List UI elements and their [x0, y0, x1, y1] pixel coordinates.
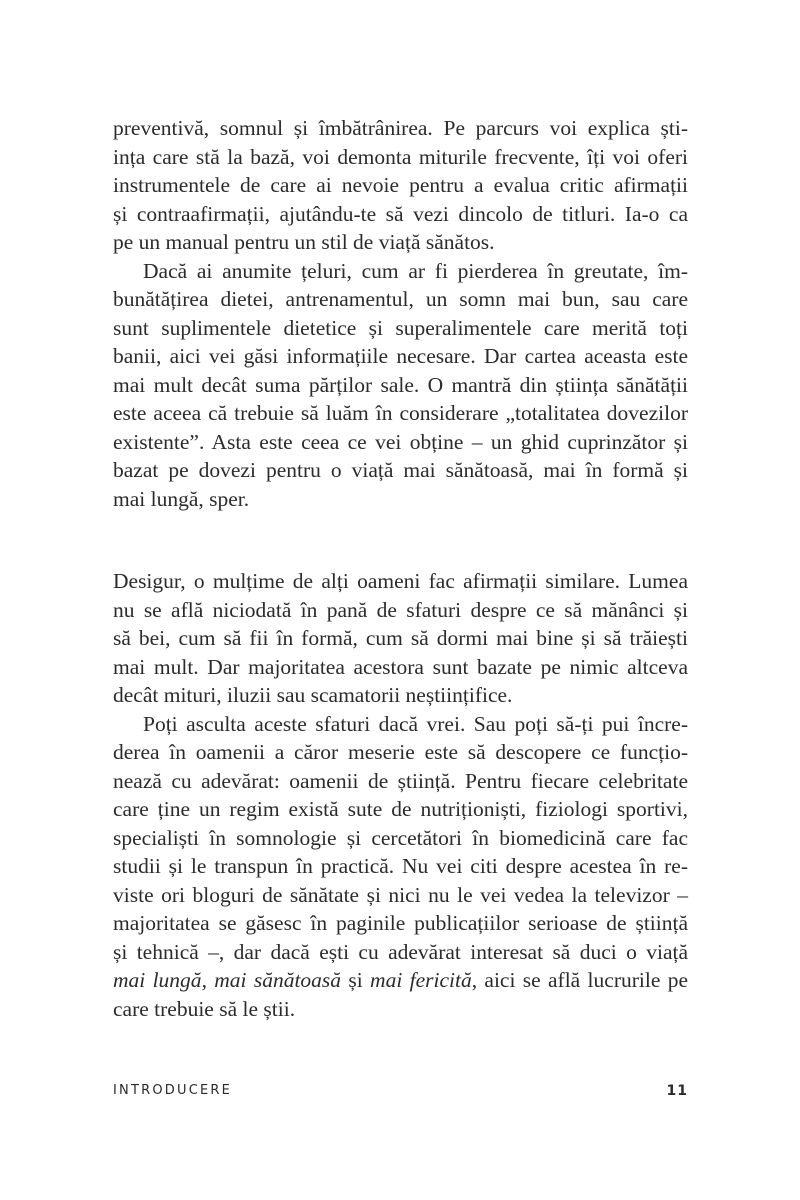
text-line: viste ori bloguri de sănătate și nici nu le vei vedea la televizor –: [113, 882, 688, 907]
text-line: derea în oamenii a căror meserie este să descopere ce funcțio-: [113, 740, 688, 764]
text-line: pe un manual pentru un stil de viață sănătos.: [113, 230, 495, 254]
text-line: mai mult decât suma părților sale. O mantră din știința sănătății: [113, 372, 688, 397]
text-line: ința care stă la bază, voi demonta miturile frecvente, îți voi oferi: [113, 144, 688, 169]
paragraph: [113, 257, 688, 514]
text-section-1: [113, 114, 688, 513]
text-line: și tehnică –, dar dacă ești cu adevărat interesat să duci o viață: [113, 939, 688, 964]
text-line: care ține un regim există sute de nutriționiști, fiziologi sportivi,: [113, 797, 688, 821]
paragraph: [113, 114, 688, 257]
text-line: majoritatea se găsesc în paginile publicațiilor serioase de știință: [113, 911, 688, 935]
running-footer-section-title: INTRODUCERE: [113, 1083, 233, 1098]
page-number: 11: [666, 1083, 688, 1099]
italic-phrase: mai fericită: [370, 968, 472, 992]
text-line: existente”. Asta este ceea ce vei obține – un ghid cuprinzător și: [113, 429, 688, 454]
text-line: care trebuie să le știi.: [113, 996, 296, 1021]
text-line: banii, aici vei găsi informațiile necesare. Dar cartea aceasta este: [113, 344, 688, 368]
text-line: nu se află niciodată în pană de sfaturi despre ce să mănânci și: [113, 597, 688, 622]
text-line: nează cu adevărat: oamenii de știință. Pentru fiecare celebritate: [113, 768, 688, 793]
italic-phrase: mai sănătoasă: [214, 968, 342, 992]
text-line: Dacă ai anumite țeluri, cum ar fi pierderea în greutate, îm-: [143, 258, 688, 283]
text-line: să bei, cum să fii în formă, cum să dormi mai bine și să trăiești: [113, 626, 688, 650]
text-line: mai lungă, sper.: [113, 486, 250, 511]
text-fragment: ,: [201, 968, 215, 992]
text-line: instrumentele de care ai nevoie pentru a evalua critic afirmații: [113, 173, 688, 197]
text-line-with-italics: [113, 966, 688, 995]
text-line: mai mult. Dar majoritatea acestora sunt bazate pe nimic altceva: [113, 654, 688, 679]
paragraph: [113, 567, 688, 710]
text-line: sunt suplimentele dietetice și superalimentele care merită toți: [113, 315, 688, 340]
page-footer: [113, 1083, 688, 1103]
text-line: decât mituri, iluzii sau scamatorii neștiințifice.: [113, 683, 513, 707]
text-fragment: și: [341, 968, 371, 992]
text-line: bunătățirea dietei, antrenamentul, un somn mai bun, sau care: [113, 287, 688, 311]
text-line: este aceea că trebuie să luăm în considerare „totalitatea dovezilor: [113, 401, 688, 425]
text-line: studii și le transpun în practică. Nu vei citi despre acestea în re-: [113, 854, 688, 878]
paragraph: [113, 710, 688, 1024]
text-line: și contraafirmații, ajutându-te să vezi dincolo de titluri. Ia-o ca: [113, 201, 688, 226]
text-section-2: [113, 567, 688, 1023]
text-line: preventivă, somnul și îmbătrânirea. Pe parcurs voi explica ști-: [113, 116, 688, 140]
text-line: Poți asculta aceste sfaturi dacă vrei. Sau poți să-ți pui încre-: [143, 711, 688, 736]
text-line: specialiști în somnologie și cercetători în biomedicină care fac: [113, 825, 688, 850]
text-line: bazat pe dovezi pentru o viață mai sănătoasă, mai în formă și: [113, 458, 688, 482]
text-line: Desigur, o mulțime de alți oameni fac afirmații similare. Lumea: [113, 569, 688, 593]
text-fragment: , aici se află lucrurile pe: [471, 968, 688, 992]
italic-phrase: mai lungă: [113, 968, 202, 992]
